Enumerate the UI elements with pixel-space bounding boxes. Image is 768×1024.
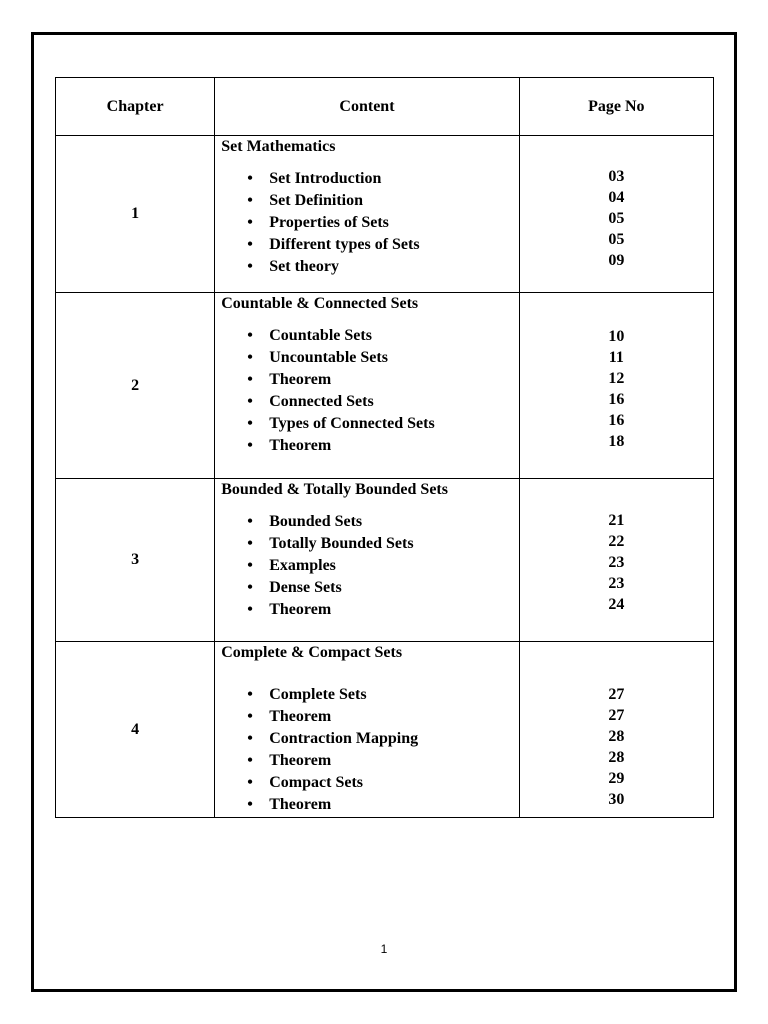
topic-item: • Totally Bounded Sets bbox=[269, 533, 518, 555]
page-numbers bbox=[519, 136, 713, 293]
chapter-content bbox=[215, 479, 519, 642]
topic-item: • Complete Sets bbox=[269, 684, 518, 706]
topic-item: • Connected Sets bbox=[269, 391, 518, 413]
topic-item: • Examples bbox=[269, 555, 518, 577]
topic-item: • Compact Sets bbox=[269, 772, 518, 794]
topic-item: • Bounded Sets bbox=[269, 511, 518, 533]
topic-item: • Different types of Sets bbox=[269, 234, 518, 256]
chapter-title: Countable & Connected Sets bbox=[221, 295, 419, 312]
chapter-row bbox=[56, 136, 714, 293]
chapter-content bbox=[215, 293, 519, 479]
page-ref: 04 bbox=[608, 189, 625, 206]
page-ref: 23 bbox=[608, 575, 625, 592]
page-ref: 22 bbox=[608, 533, 625, 550]
table-of-contents bbox=[55, 77, 714, 818]
page-ref: 27 bbox=[608, 707, 625, 724]
chapter-content bbox=[215, 136, 519, 293]
topic-list bbox=[221, 511, 518, 621]
topic-list bbox=[221, 684, 518, 816]
topic-item: • Set theory bbox=[269, 256, 518, 278]
page-ref: 09 bbox=[608, 252, 625, 269]
page-numbers bbox=[519, 642, 713, 818]
header-page-no: Page No bbox=[519, 78, 713, 136]
topic-item: • Types of Connected Sets bbox=[269, 413, 518, 435]
chapter-title: Bounded & Totally Bounded Sets bbox=[221, 481, 448, 498]
header-content: Content bbox=[215, 78, 519, 136]
header-row bbox=[56, 78, 714, 136]
topic-item: • Dense Sets bbox=[269, 577, 518, 599]
page-ref: 11 bbox=[608, 349, 624, 366]
header-chapter: Chapter bbox=[56, 78, 215, 136]
chapter-number: 3 bbox=[56, 479, 215, 642]
page-ref: 16 bbox=[608, 412, 625, 429]
topic-list bbox=[221, 325, 518, 457]
page-ref: 28 bbox=[608, 728, 625, 745]
page-ref: 21 bbox=[608, 512, 625, 529]
topic-item: • Theorem bbox=[269, 750, 518, 772]
topic-list bbox=[221, 168, 518, 278]
chapter-row bbox=[56, 293, 714, 479]
page-ref: 05 bbox=[608, 231, 625, 248]
page-ref: 03 bbox=[608, 168, 625, 185]
topic-item: • Set Definition bbox=[269, 190, 518, 212]
chapter-content bbox=[215, 642, 519, 818]
page-ref: 27 bbox=[608, 686, 625, 703]
chapter-title: Set Mathematics bbox=[221, 138, 336, 155]
page-ref: 23 bbox=[608, 554, 625, 571]
page-ref: 24 bbox=[608, 596, 625, 613]
page-ref: 05 bbox=[608, 210, 625, 227]
topic-item: • Set Introduction bbox=[269, 168, 518, 190]
page-ref: 10 bbox=[608, 328, 625, 345]
chapter-row bbox=[56, 479, 714, 642]
page-ref: 12 bbox=[608, 370, 625, 387]
page-number: 1 bbox=[380, 942, 388, 956]
page-ref: 18 bbox=[608, 433, 625, 450]
chapter-row bbox=[56, 642, 714, 818]
chapter-number: 4 bbox=[56, 642, 215, 818]
chapter-number: 2 bbox=[56, 293, 215, 479]
page-ref: 28 bbox=[608, 749, 625, 766]
topic-item: • Theorem bbox=[269, 706, 518, 728]
topic-item: • Theorem bbox=[269, 435, 518, 457]
chapter-title: Complete & Compact Sets bbox=[221, 644, 403, 661]
topic-item: • Uncountable Sets bbox=[269, 347, 518, 369]
page-numbers bbox=[519, 293, 713, 479]
topic-item: • Theorem bbox=[269, 369, 518, 391]
page-numbers bbox=[519, 479, 713, 642]
page-ref: 30 bbox=[608, 791, 625, 808]
topic-item: • Contraction Mapping bbox=[269, 728, 518, 750]
page-ref: 29 bbox=[608, 770, 625, 787]
chapter-number: 1 bbox=[56, 136, 215, 293]
topic-item: • Countable Sets bbox=[269, 325, 518, 347]
topic-item: • Theorem bbox=[269, 794, 518, 816]
page-ref: 16 bbox=[608, 391, 625, 408]
topic-item: • Properties of Sets bbox=[269, 212, 518, 234]
topic-item: • Theorem bbox=[269, 599, 518, 621]
